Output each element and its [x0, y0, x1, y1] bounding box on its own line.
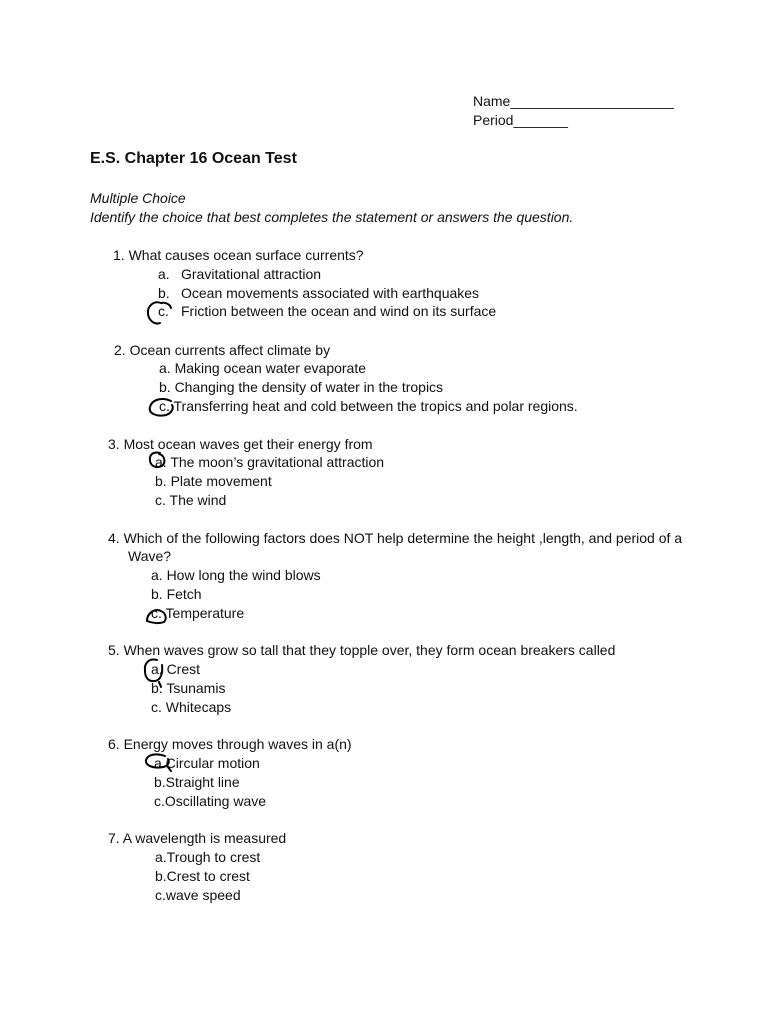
question-prompt: 6. Energy moves through waves in a(n)	[108, 736, 352, 752]
option-letter: a.	[158, 266, 170, 282]
option-text: c.wave speed	[155, 887, 241, 903]
option-text: c. Temperature	[151, 605, 245, 621]
option-text: a. The moon’s gravitational attraction	[155, 454, 385, 470]
option-text: b. Changing the density of water in the tropics	[159, 379, 444, 395]
name-field-label: Name_____________________	[473, 93, 674, 109]
option-text: b. Tsunamis	[151, 680, 226, 696]
period-field-label: Period_______	[473, 112, 568, 128]
question-prompt-continued: Wave?	[128, 548, 172, 564]
option-text: a.Trough to crest	[155, 849, 261, 865]
option-text: a. Crest	[151, 661, 201, 677]
option-text: b. Plate movement	[155, 473, 272, 489]
section-heading: Multiple Choice	[90, 190, 186, 206]
option-text: c.Oscillating wave	[154, 793, 267, 809]
option-letter: c.	[158, 303, 169, 319]
option-text: c. Transferring heat and cold between the tropics and polar regions.	[159, 398, 578, 414]
option-text: a. How long the wind blows	[151, 567, 321, 583]
question-prompt: 4. Which of the following factors does NOT help determine the height ,length, and period of a	[108, 530, 683, 546]
option-text: a.Circular motion	[154, 755, 260, 771]
question-prompt: 2. Ocean currents affect climate by	[114, 342, 331, 358]
option-text: b.Straight line	[154, 774, 240, 790]
option-text: Friction between the ocean and wind on its surface	[181, 303, 497, 319]
option-text: b. Fetch	[151, 586, 202, 602]
section-instructions: Identify the choice that best completes the statement or answers the question.	[90, 209, 574, 225]
question-prompt: 3. Most ocean waves get their energy from	[108, 436, 373, 452]
page-title: E.S. Chapter 16 Ocean Test	[90, 150, 297, 167]
option-text: Gravitational attraction	[181, 266, 322, 282]
option-text: Ocean movements associated with earthquakes	[181, 285, 480, 301]
option-text: b.Crest to crest	[155, 868, 250, 884]
option-text: c. The wind	[155, 492, 227, 508]
question-prompt: 7. A wavelength is measured	[108, 830, 287, 846]
question-prompt: 5. When waves grow so tall that they topple over, they form ocean breakers called	[108, 642, 616, 658]
option-letter: b.	[158, 285, 170, 301]
question-prompt: 1. What causes ocean surface currents?	[113, 247, 364, 263]
option-text: c. Whitecaps	[151, 699, 232, 715]
option-text: a. Making ocean water evaporate	[159, 360, 367, 376]
